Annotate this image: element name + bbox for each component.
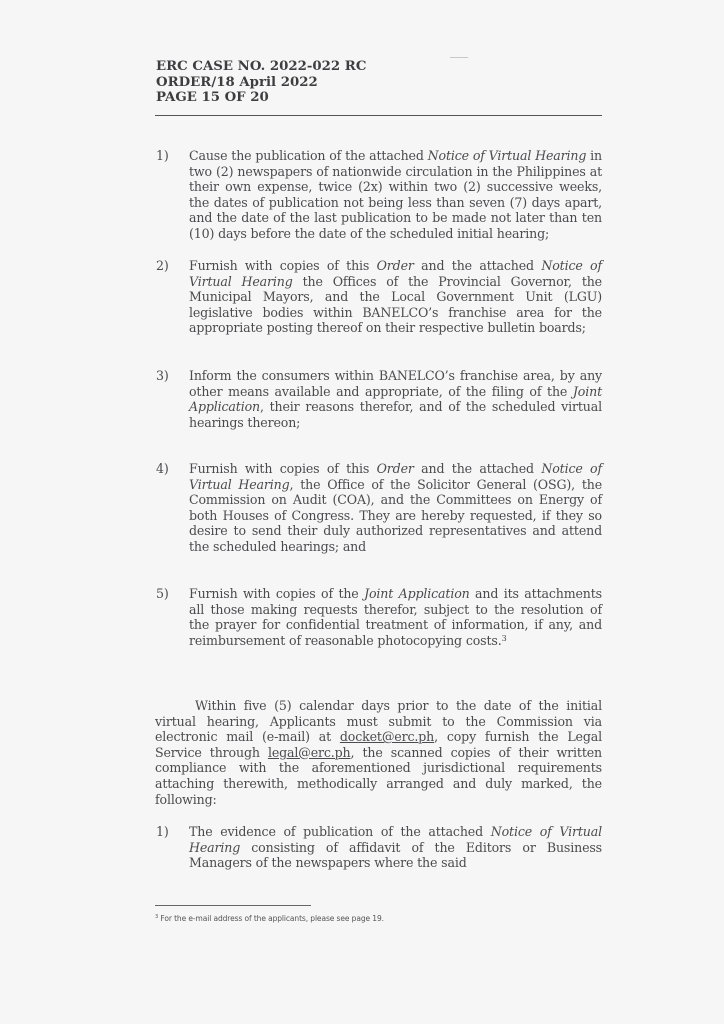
text-run: Cause the publication of the attached xyxy=(189,148,428,163)
footnote xyxy=(155,914,384,923)
italic-run: Notice of Virtual Hearing xyxy=(189,258,602,289)
italic-run: Notice of Virtual Hearing xyxy=(189,824,602,855)
footnote-mark: 3 xyxy=(155,914,159,920)
order-date: ORDER/18 April 2022 xyxy=(156,74,318,90)
italic-run: Joint Application xyxy=(364,586,470,601)
item-number: 4) xyxy=(156,461,169,476)
text-run: and its attachments all those making requests therefor, subject to the resolution of the prayer for confidential treatment of information, if any, and reimbursement of reasonable photocopying costs. xyxy=(189,586,602,648)
text-run: Furnish with copies of the xyxy=(189,586,365,601)
requirement-item-4 xyxy=(156,461,602,555)
item-text xyxy=(189,368,602,430)
text-run: , the Office of the Solicitor General (OSG), the Commission on Audit (COA), and the Committees on Energy of both Houses of Congress. They are hereby requested, if they so desire to send their duly authorized representatives and attend the scheduled hearings; and xyxy=(189,476,602,554)
text-run: and the attached xyxy=(413,258,542,273)
italic-run: Order xyxy=(376,461,414,476)
italic-run: Order xyxy=(376,258,414,273)
item-text xyxy=(189,258,602,336)
requirement-item-1 xyxy=(156,148,602,242)
italic-run: Notice of Virtual Hearing xyxy=(427,148,587,163)
text-run: Inform the consumers within BANELCO’s franchise area, by any other means available and appropriate, of the filing of the xyxy=(189,368,602,399)
case-number: ERC CASE NO. 2022-022 RC xyxy=(156,59,367,74)
text-run: consisting of affidavit of the Editors or Business Managers of the newspapers where the said xyxy=(189,839,602,871)
item-text xyxy=(189,824,602,871)
submission-paragraph xyxy=(155,698,602,807)
italic-run: Notice of Virtual Hearing xyxy=(189,461,602,492)
text-run: in two (2) newspapers of nationwide circulation in the Philippines at their own expense, twice (2x) within two (2) successive weeks, the dates of publication not being less than seven (7) days apart, and the date of the last publication to be made not later than ten (10) days before the date of the scheduled initial hearing; xyxy=(189,148,602,241)
document-header xyxy=(156,59,602,106)
item-number: 1) xyxy=(156,148,169,163)
item-text xyxy=(189,586,602,648)
item-number: 5) xyxy=(156,586,169,601)
email-link[interactable]: docket@erc.ph xyxy=(339,729,435,745)
text-run: the Offices of the Provincial Governor, the Municipal Mayors, and the Local Government Unit (LGU) legislative bodies within BANELCO’s franchise area for the appropriate posting thereof on their respective bulletin boards; xyxy=(189,273,602,336)
text-run: Furnish with copies of this xyxy=(189,461,377,476)
text-run: Within five (5) calendar days prior to the date of the initial virtual hearing, Applicants must submit to the Commission via electronic mail (e-mail) at xyxy=(155,698,602,745)
requirement-item-3 xyxy=(156,368,602,430)
item-number: 3) xyxy=(156,368,169,383)
footnote-reference[interactable]: 3 xyxy=(501,633,507,643)
footnote-rule xyxy=(155,905,311,906)
email-link[interactable]: legal@erc.ph xyxy=(267,744,351,760)
footnote-text: For the e-mail address of the applicants, please see page 19. xyxy=(160,914,384,923)
text-run: , copy furnish the Legal Service through xyxy=(155,729,602,760)
text-run: , the scanned copies of their written compliance with the aforementioned jurisdictional requirements attaching therewith, methodically arranged and duly marked, the following: xyxy=(155,744,602,807)
italic-run: Joint Application xyxy=(189,383,602,415)
scan-speck xyxy=(450,57,468,58)
page-number: PAGE 15 OF 20 xyxy=(156,90,269,105)
text-run: The evidence of publication of the attached xyxy=(189,824,491,839)
requirement-item-2 xyxy=(156,258,602,336)
text-run: and the attached xyxy=(413,461,542,476)
evidence-item-1 xyxy=(156,824,602,871)
text-run: Furnish with copies of this xyxy=(189,258,377,273)
item-number: 2) xyxy=(156,258,169,273)
header-rule xyxy=(155,115,602,116)
item-number: 1) xyxy=(156,824,169,839)
item-text xyxy=(189,148,602,242)
item-text xyxy=(189,461,602,555)
requirement-item-5 xyxy=(156,586,602,648)
text-run: , their reasons therefor, and of the scheduled virtual hearings thereon; xyxy=(189,399,602,430)
